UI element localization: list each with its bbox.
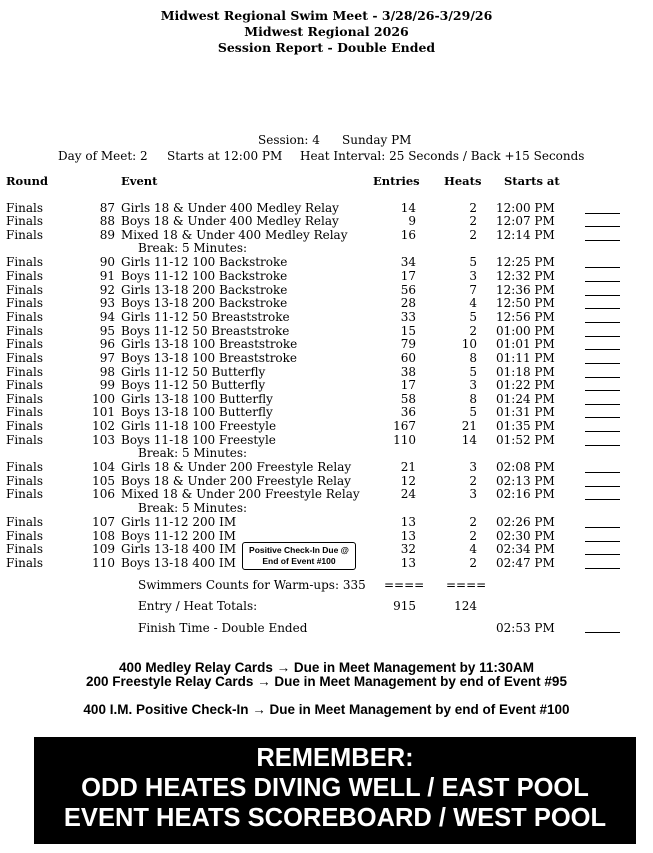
checkoff-line — [585, 554, 620, 555]
event-heats: 14 — [461, 433, 477, 447]
event-heats: 5 — [469, 255, 477, 269]
event-start-time: 12:32 PM — [496, 269, 555, 283]
checkoff-line — [585, 568, 620, 569]
event-round: Finals — [6, 542, 44, 556]
finish-checkoff-line — [585, 632, 620, 633]
event-heats: 2 — [469, 474, 477, 488]
event-round: Finals — [6, 460, 44, 474]
checkoff-line — [585, 390, 620, 391]
event-number: 96 — [99, 337, 115, 351]
event-number: 92 — [99, 283, 115, 297]
event-heats: 8 — [469, 392, 477, 406]
event-row — [0, 433, 653, 447]
event-number: 98 — [99, 365, 115, 379]
heat-interval: Heat Interval: 25 Seconds / Back +15 Seconds — [300, 149, 585, 163]
session-day-name: Sunday PM — [342, 133, 412, 147]
finish-time: 02:53 PM — [496, 621, 555, 635]
event-round: Finals — [6, 515, 44, 529]
event-name: Girls 11-12 50 Breaststroke — [121, 310, 290, 324]
event-row — [0, 296, 653, 310]
event-heats: 2 — [469, 515, 477, 529]
event-entries: 58 — [400, 392, 416, 406]
event-name: Boys 18 & Under 200 Freestyle Relay — [121, 474, 351, 488]
event-name: Boys 11-12 50 Breaststroke — [121, 324, 290, 338]
event-entries: 21 — [400, 460, 416, 474]
event-row — [0, 214, 653, 228]
entries-separator: ==== — [384, 578, 425, 592]
event-name: Girls 13-18 100 Breaststroke — [121, 337, 298, 351]
event-entries: 14 — [400, 201, 416, 215]
checkoff-line — [585, 267, 620, 268]
event-row — [0, 201, 653, 215]
event-round: Finals — [6, 324, 44, 338]
checkin-note-box — [242, 542, 356, 570]
im-checkin-due-note: 400 I.M. Positive Check-In → Due in Meet Management by end of Event #100 — [83, 702, 570, 717]
event-entries: 34 — [400, 255, 416, 269]
finish-label: Finish Time - Double Ended — [138, 621, 308, 635]
event-row — [0, 283, 653, 297]
column-header-heats: Heats — [444, 174, 482, 188]
event-round: Finals — [6, 310, 44, 324]
event-row — [0, 529, 653, 543]
event-round: Finals — [6, 269, 44, 283]
event-row — [0, 269, 653, 283]
event-heats: 3 — [469, 460, 477, 474]
checkoff-line — [585, 363, 620, 364]
checkoff-line — [585, 445, 620, 446]
event-start-time: 01:31 PM — [496, 405, 555, 419]
event-start-time: 02:13 PM — [496, 474, 555, 488]
event-number: 99 — [99, 378, 115, 392]
break-row: Break: 5 Minutes: — [138, 501, 248, 515]
event-number: 107 — [92, 515, 115, 529]
event-start-time: 12:50 PM — [496, 296, 555, 310]
event-row — [0, 460, 653, 474]
event-start-time: 12:14 PM — [496, 228, 555, 242]
warmup-count-row — [0, 577, 653, 593]
break-row: Break: 5 Minutes: — [138, 446, 248, 460]
event-number: 105 — [92, 474, 115, 488]
event-entries: 167 — [393, 419, 416, 433]
event-entries: 13 — [400, 556, 416, 570]
column-header-entries: Entries — [373, 174, 420, 188]
finish-row — [0, 620, 653, 636]
event-row — [0, 515, 653, 529]
total-heats: 124 — [454, 599, 477, 613]
event-entries: 36 — [400, 405, 416, 419]
event-start-time: 02:30 PM — [496, 529, 555, 543]
break-row: Break: 5 Minutes: — [138, 241, 248, 255]
event-start-time: 01:01 PM — [496, 337, 555, 351]
event-heats: 2 — [469, 201, 477, 215]
heats-separator: ==== — [446, 578, 487, 592]
event-entries: 33 — [400, 310, 416, 324]
event-number: 88 — [99, 214, 115, 228]
event-number: 89 — [99, 228, 115, 242]
event-entries: 15 — [400, 324, 416, 338]
event-row — [0, 392, 653, 406]
event-entries: 110 — [393, 433, 416, 447]
event-heats: 5 — [469, 310, 477, 324]
checkoff-line — [585, 431, 620, 432]
event-name: Boys 13-18 200 Backstroke — [121, 296, 288, 310]
event-round: Finals — [6, 365, 44, 379]
event-start-time: 01:18 PM — [496, 365, 555, 379]
column-header-round: Round — [6, 174, 48, 188]
session-start-time: Starts at 12:00 PM — [167, 149, 283, 163]
event-heats: 5 — [469, 405, 477, 419]
event-number: 87 — [99, 201, 115, 215]
event-name: Girls 11-12 50 Butterfly — [121, 365, 266, 379]
event-round: Finals — [6, 487, 44, 501]
checkoff-line — [585, 240, 620, 241]
event-heats: 8 — [469, 351, 477, 365]
event-heats: 3 — [469, 487, 477, 501]
event-round: Finals — [6, 351, 44, 365]
event-start-time: 12:56 PM — [496, 310, 555, 324]
event-round: Finals — [6, 378, 44, 392]
event-name: Boys 11-12 100 Backstroke — [121, 269, 288, 283]
event-heats: 7 — [469, 283, 477, 297]
event-round: Finals — [6, 296, 44, 310]
event-name: Girls 11-12 200 IM — [121, 515, 237, 529]
event-row — [0, 337, 653, 351]
event-number: 102 — [92, 419, 115, 433]
checkoff-line — [585, 499, 620, 500]
event-round: Finals — [6, 392, 44, 406]
session-number: Session: 4 — [258, 133, 320, 147]
event-entries: 13 — [400, 529, 416, 543]
event-start-time: 01:35 PM — [496, 419, 555, 433]
event-name: Girls 13-18 100 Butterfly — [121, 392, 273, 406]
event-round: Finals — [6, 405, 44, 419]
event-entries: 60 — [400, 351, 416, 365]
event-row — [0, 365, 653, 379]
event-start-time: 12:00 PM — [496, 201, 555, 215]
event-start-time: 01:24 PM — [496, 392, 555, 406]
day-of-meet: Day of Meet: 2 — [58, 149, 148, 163]
event-round: Finals — [6, 255, 44, 269]
event-heats: 2 — [469, 529, 477, 543]
event-entries: 56 — [400, 283, 416, 297]
event-start-time: 12:36 PM — [496, 283, 555, 297]
event-round: Finals — [6, 556, 44, 570]
event-entries: 79 — [400, 337, 416, 351]
totals-row — [0, 598, 653, 614]
event-start-time: 01:11 PM — [496, 351, 555, 365]
total-entries: 915 — [393, 599, 416, 613]
event-heats: 4 — [469, 296, 477, 310]
event-round: Finals — [6, 433, 44, 447]
event-entries: 32 — [400, 542, 416, 556]
event-heats: 2 — [469, 556, 477, 570]
event-heats: 21 — [461, 419, 477, 433]
event-entries: 17 — [400, 378, 416, 392]
checkoff-line — [585, 281, 620, 282]
event-round: Finals — [6, 419, 44, 433]
reminder-even-heats: EVENT HEATS SCOREBOARD / WEST POOL — [63, 804, 607, 832]
event-entries: 28 — [400, 296, 416, 310]
event-entries: 24 — [400, 487, 416, 501]
event-name: Mixed 18 & Under 400 Medley Relay — [121, 228, 348, 242]
event-number: 108 — [92, 529, 115, 543]
event-start-time: 02:47 PM — [496, 556, 555, 570]
event-number: 100 — [92, 392, 115, 406]
event-start-time: 12:07 PM — [496, 214, 555, 228]
event-number: 95 — [99, 324, 115, 338]
event-number: 103 — [92, 433, 115, 447]
event-name: Girls 13-18 400 IM — [121, 542, 237, 556]
event-heats: 10 — [461, 337, 477, 351]
checkoff-line — [585, 322, 620, 323]
event-name: Girls 11-12 100 Backstroke — [121, 255, 288, 269]
event-row — [0, 487, 653, 501]
report-title: Session Report - Double Ended — [217, 40, 436, 55]
event-name: Boys 13-18 400 IM — [121, 556, 236, 570]
reminder-odd-heats: ODD HEATES DIVING WELL / EAST POOL — [81, 774, 589, 802]
freestyle-relay-due-note: 200 Freestyle Relay Cards → Due in Meet Management by end of Event #95 — [86, 674, 567, 689]
event-entries: 16 — [400, 228, 416, 242]
checkoff-line — [585, 226, 620, 227]
checkoff-line — [585, 417, 620, 418]
meet-subtitle: Midwest Regional 2026 — [244, 24, 409, 39]
checkin-note-line1: Positive Check-In Due @ — [249, 545, 349, 555]
column-header-starts-at: Starts at — [504, 174, 560, 188]
event-name: Girls 11-18 100 Freestyle — [121, 419, 277, 433]
event-heats: 3 — [469, 269, 477, 283]
event-name: Mixed 18 & Under 200 Freestyle Relay — [121, 487, 360, 501]
event-entries: 17 — [400, 269, 416, 283]
checkoff-line — [585, 527, 620, 528]
event-start-time: 02:08 PM — [496, 460, 555, 474]
event-name: Boys 11-12 200 IM — [121, 529, 236, 543]
event-round: Finals — [6, 283, 44, 297]
event-heats: 2 — [469, 324, 477, 338]
event-number: 104 — [92, 460, 115, 474]
event-name: Boys 13-18 100 Butterfly — [121, 405, 273, 419]
event-row — [0, 378, 653, 392]
event-round: Finals — [6, 228, 44, 242]
event-heats: 3 — [469, 378, 477, 392]
event-round: Finals — [6, 214, 44, 228]
event-name: Girls 18 & Under 400 Medley Relay — [121, 201, 339, 215]
event-entries: 38 — [400, 365, 416, 379]
event-round: Finals — [6, 337, 44, 351]
event-name: Boys 11-18 100 Freestyle — [121, 433, 276, 447]
event-heats: 2 — [469, 214, 477, 228]
event-row — [0, 310, 653, 324]
event-name: Girls 13-18 200 Backstroke — [121, 283, 288, 297]
event-name: Girls 18 & Under 200 Freestyle Relay — [121, 460, 352, 474]
event-number: 110 — [92, 556, 115, 570]
event-heats: 5 — [469, 365, 477, 379]
event-round: Finals — [6, 474, 44, 488]
event-start-time: 01:22 PM — [496, 378, 555, 392]
event-entries: 12 — [400, 474, 416, 488]
event-start-time: 01:52 PM — [496, 433, 555, 447]
event-start-time: 02:26 PM — [496, 515, 555, 529]
reminder-banner — [34, 737, 636, 844]
event-number: 97 — [99, 351, 115, 365]
event-start-time: 02:34 PM — [496, 542, 555, 556]
event-number: 90 — [99, 255, 115, 269]
event-name: Boys 11-12 50 Butterfly — [121, 378, 266, 392]
event-round: Finals — [6, 201, 44, 215]
event-start-time: 01:00 PM — [496, 324, 555, 338]
event-row — [0, 324, 653, 338]
event-row — [0, 419, 653, 433]
event-number: 106 — [92, 487, 115, 501]
event-start-time: 02:16 PM — [496, 487, 555, 501]
event-number: 93 — [99, 296, 115, 310]
event-number: 101 — [92, 405, 115, 419]
medley-relay-due-note: 400 Medley Relay Cards → Due in Meet Management by 11:30AM — [119, 660, 534, 675]
event-name: Boys 18 & Under 400 Medley Relay — [121, 214, 339, 228]
event-row — [0, 474, 653, 488]
event-row — [0, 351, 653, 365]
event-round: Finals — [6, 529, 44, 543]
totals-label: Entry / Heat Totals: — [138, 599, 258, 613]
warmup-count-label: Swimmers Counts for Warm-ups: 335 — [138, 578, 366, 592]
event-entries: 9 — [408, 214, 416, 228]
event-name: Boys 13-18 100 Breaststroke — [121, 351, 298, 365]
event-entries: 13 — [400, 515, 416, 529]
column-header-event: Event — [121, 174, 158, 188]
checkoff-line — [585, 308, 620, 309]
checkoff-line — [585, 472, 620, 473]
event-number: 109 — [92, 542, 115, 556]
meet-title: Midwest Regional Swim Meet - 3/28/26-3/29/26 — [160, 8, 493, 23]
event-row — [0, 255, 653, 269]
event-start-time: 12:25 PM — [496, 255, 555, 269]
event-row — [0, 405, 653, 419]
event-heats: 2 — [469, 228, 477, 242]
event-number: 91 — [99, 269, 115, 283]
event-row — [0, 228, 653, 242]
checkin-note-line2: End of Event #100 — [262, 556, 336, 566]
event-number: 94 — [99, 310, 115, 324]
event-heats: 4 — [469, 542, 477, 556]
reminder-title: REMEMBER: — [256, 744, 414, 772]
checkoff-line — [585, 349, 620, 350]
